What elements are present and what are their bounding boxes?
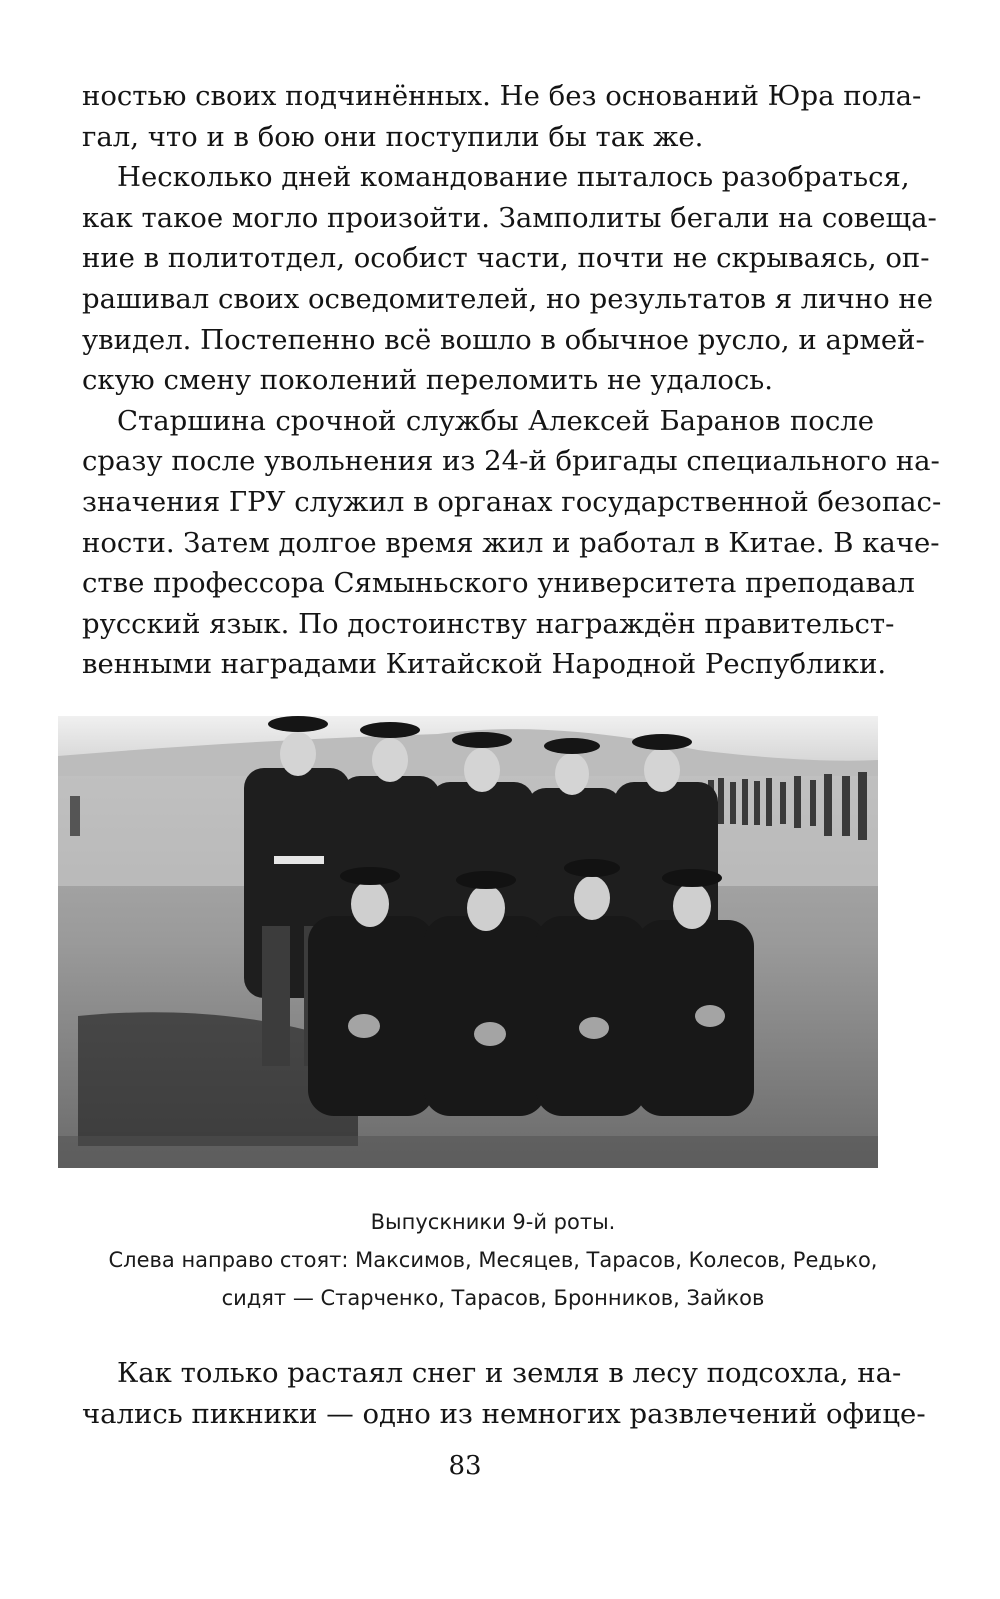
text-line: русский язык. По достоинству награждён правительст- xyxy=(82,607,895,640)
text-line: венными наградами Китайской Народной Республики. xyxy=(82,648,887,681)
body-text-bottom xyxy=(82,1353,926,1434)
text-line: стве профессора Сямыньского университета преподавал xyxy=(82,567,915,600)
text-line: чались пикники — одно из немногих развлечений офице- xyxy=(82,1397,926,1430)
text-line: гал, что и в бою они поступили бы так же. xyxy=(82,120,704,153)
text-line: Старшина срочной службы Алексей Баранов после xyxy=(117,404,874,437)
text-line: рашивал своих осведомителей, но результатов я лично не xyxy=(82,282,933,315)
photo-caption-standing: Слева направо стоят: Максимов, Месяцев, Тарасов, Колесов, Редько, xyxy=(108,1248,878,1272)
text-line: ности. Затем долгое время жил и работал в Китае. В каче- xyxy=(82,526,940,559)
text-line: ние в политотдел, особист части, почти не скрываясь, оп- xyxy=(82,242,930,275)
text-line: Несколько дней командование пыталось разобраться, xyxy=(117,161,910,194)
text-line: ностью своих подчинённых. Не без оснований Юра пола- xyxy=(82,80,922,112)
body-text-top xyxy=(82,76,942,685)
photo-illustration xyxy=(58,716,878,1168)
text-line: увидел. Постепенно всё вошло в обычное русло, и армей- xyxy=(82,323,925,356)
text-line: значения ГРУ служил в органах государственной безопас- xyxy=(82,485,942,518)
page-number: 83 xyxy=(448,1451,482,1481)
text-line: как такое могло произойти. Замполиты бегали на совеща- xyxy=(82,201,937,234)
photo-caption-sitting: сидят — Старченко, Тарасов, Бронников, Зайков xyxy=(221,1286,765,1310)
text-line: Как только растаял снег и земля в лесу подсохла, на- xyxy=(117,1357,902,1389)
text-line: скую смену поколений переломить не удалось. xyxy=(82,364,774,397)
text-line: сразу после увольнения из 24-й бригады специального на- xyxy=(82,445,940,478)
group-photo xyxy=(58,716,878,1168)
photo-caption-title: Выпускники 9-й роты. xyxy=(370,1210,616,1234)
